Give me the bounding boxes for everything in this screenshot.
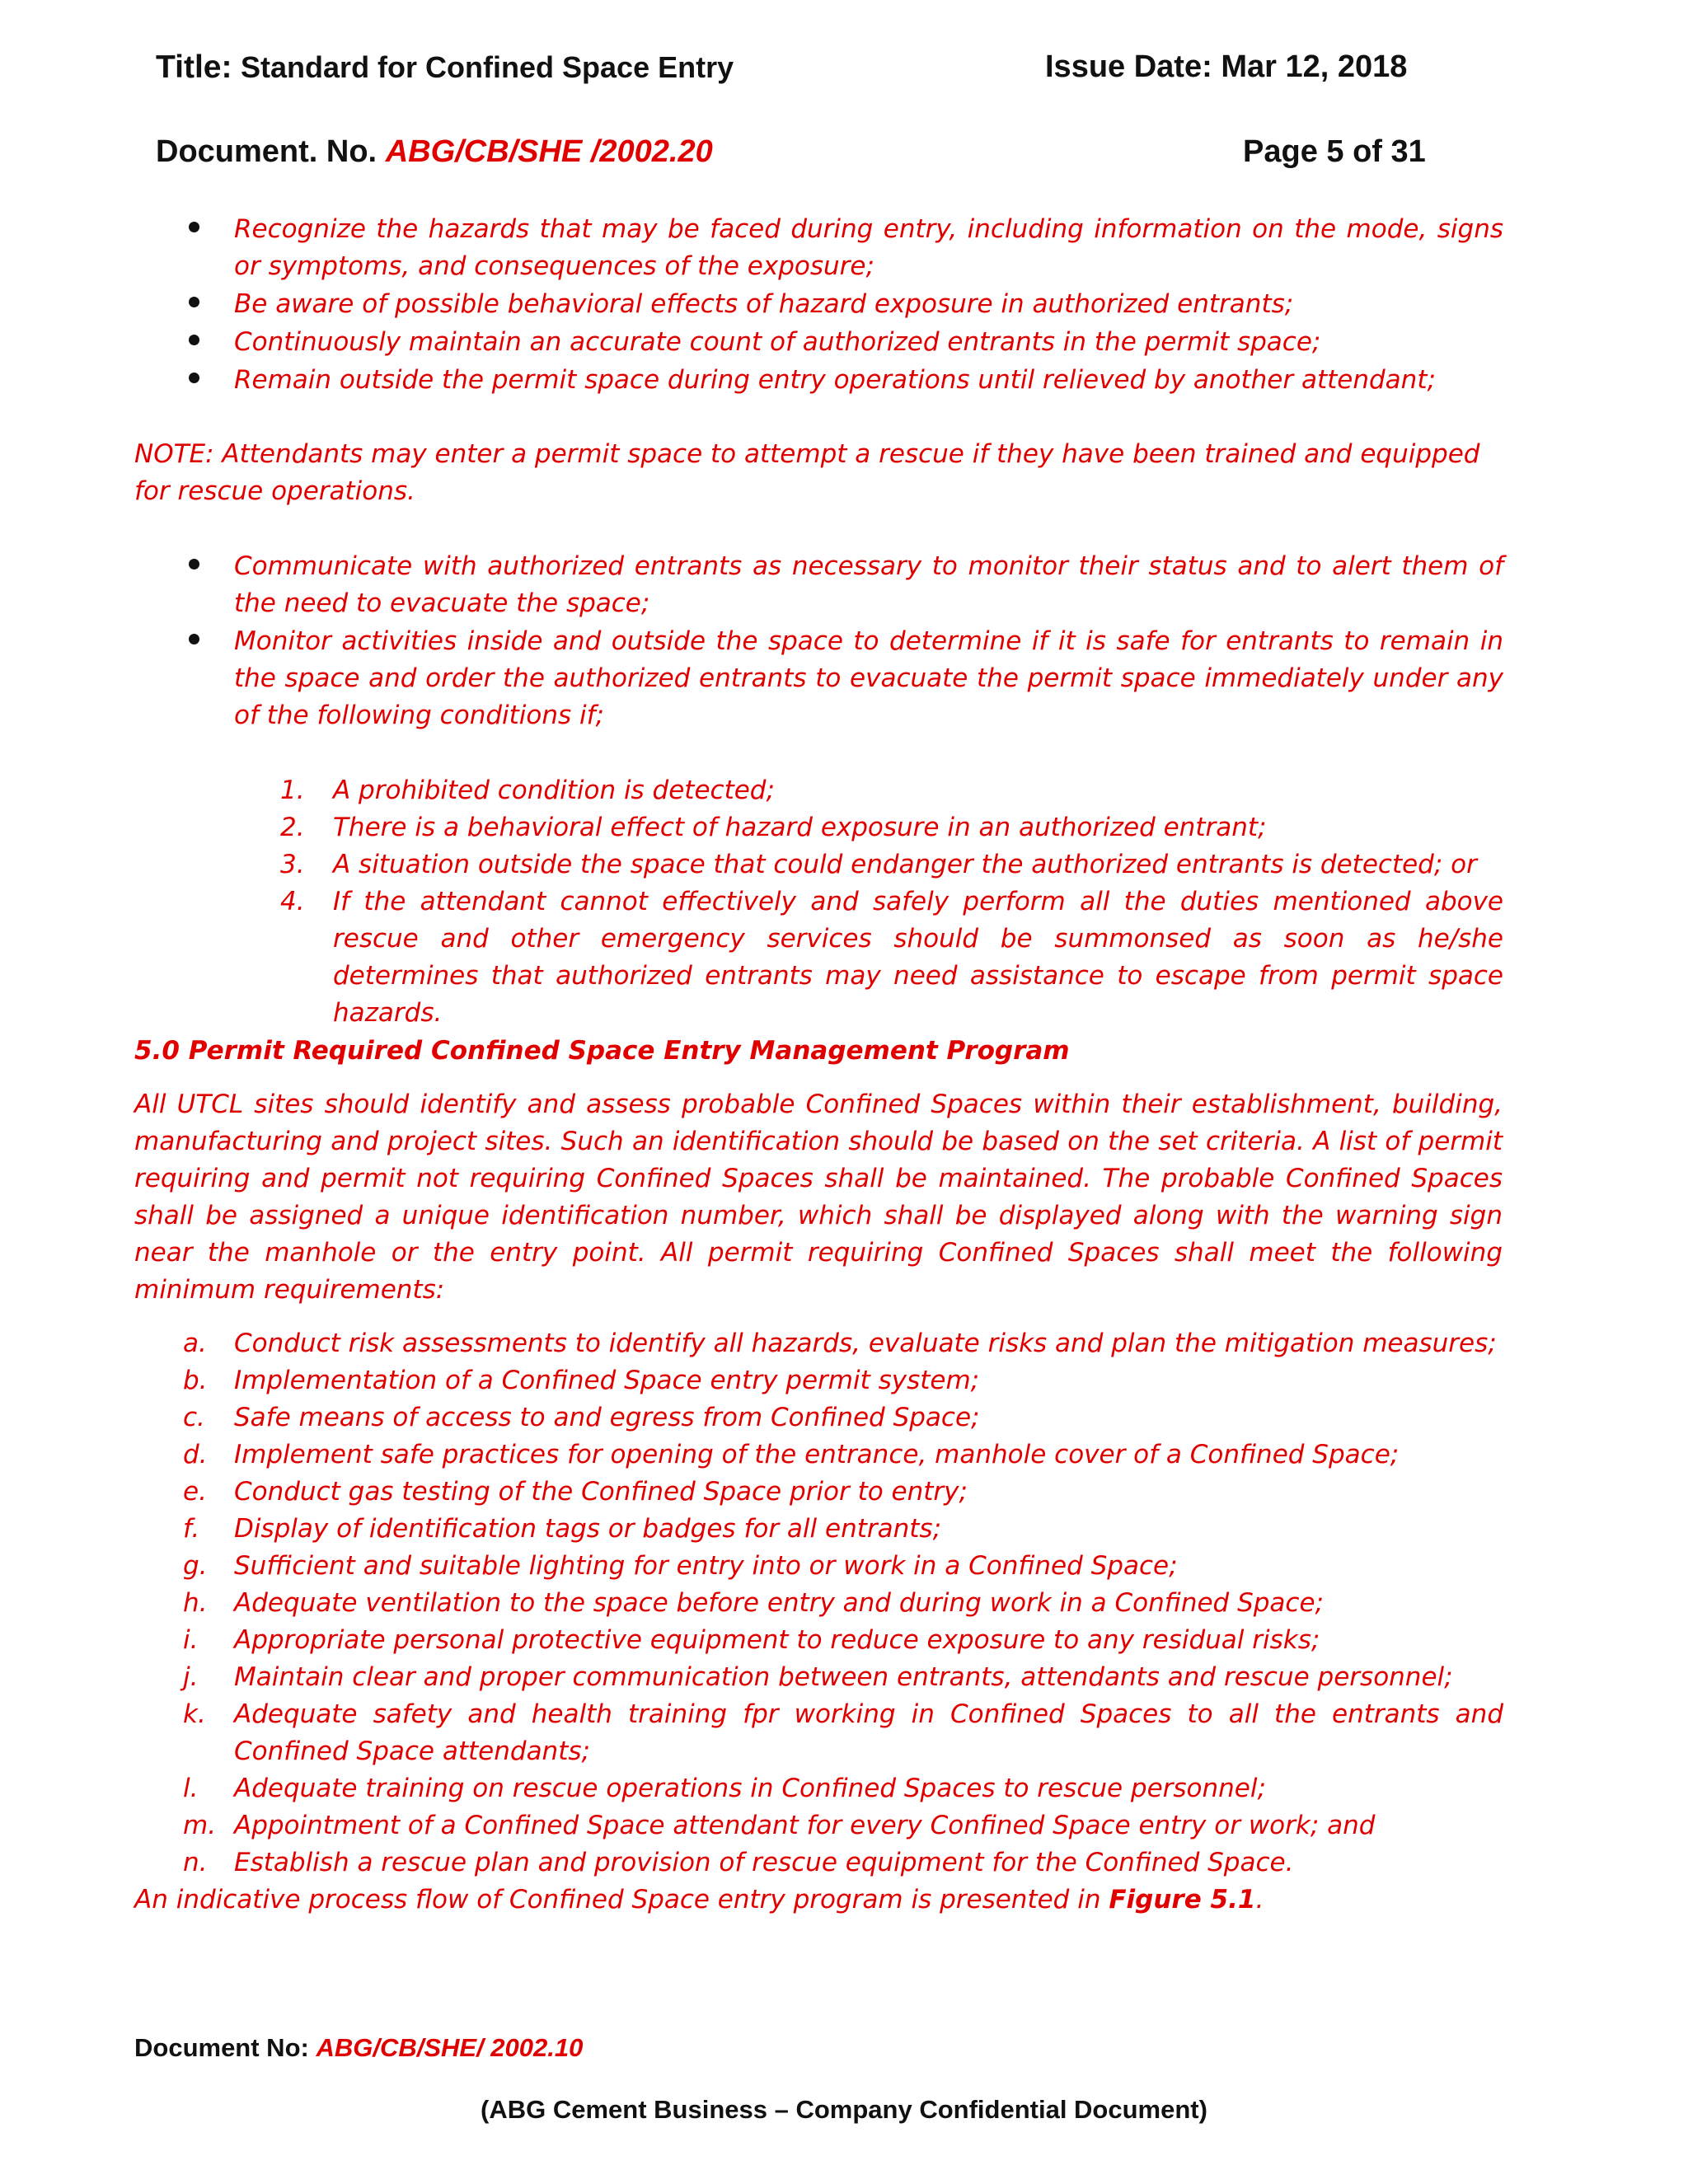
numbered-label: 3. xyxy=(280,850,305,879)
requirement-label: d. xyxy=(183,1440,208,1469)
closing-sentence: An indicative process flow of Confined Space entry program is presented in Figure 5.1. xyxy=(134,1885,1264,1915)
numbered-label: 4. xyxy=(280,887,305,916)
header-issue-date xyxy=(1045,49,1407,85)
requirement-label: h. xyxy=(183,1588,208,1618)
document-number-value: ABG/CB/SHE /2002.20 xyxy=(385,134,713,169)
bullet-item: Be aware of possible behavioral effects of hazard exposure in authorized entrants; xyxy=(234,286,1503,323)
section-heading: 5.0 Permit Required Confined Space Entry Management Program xyxy=(134,1036,1070,1066)
bullet-dot-icon xyxy=(189,373,199,383)
footer-docno-label: Document No: xyxy=(134,2033,309,2062)
requirement-text: Conduct gas testing of the Confined Space prior to entry; xyxy=(234,1477,968,1507)
bullet-dot-icon xyxy=(189,297,199,307)
figure-reference: Figure 5.1 xyxy=(1109,1885,1256,1915)
header-title xyxy=(156,49,734,86)
requirement-item xyxy=(183,1770,1503,1807)
numbered-label: 1. xyxy=(280,776,305,805)
requirement-text: Maintain clear and proper communication between entrants, attendants and rescue personnel; xyxy=(234,1662,1453,1692)
requirement-text: Appointment of a Confined Space attendant for every Confined Space entry or work; and xyxy=(234,1811,1376,1840)
requirement-text: Adequate safety and health training fpr working in Confined Spaces to all the entrants and Confined Space attendants; xyxy=(234,1699,1503,1766)
numbered-item xyxy=(280,772,1503,809)
requirement-text: Establish a rescue plan and provision of rescue equipment for the Confined Space. xyxy=(234,1848,1294,1877)
issue-date-value: Mar 12, 2018 xyxy=(1221,49,1408,84)
footer-document-number xyxy=(134,2033,583,2063)
requirement-item xyxy=(183,1511,1503,1548)
requirement-text: Display of identification tags or badges for all entrants; xyxy=(234,1514,942,1544)
requirement-label: e. xyxy=(183,1477,207,1507)
bullet-item: Monitor activities inside and outside the space to determine if it is safe for entrants to remain in the space and order the authorized entrants to evacuate the permit space immediately under any of the following conditions if; xyxy=(234,623,1503,734)
bullet-item: Continuously maintain an accurate count of authorized entrants in the permit space; xyxy=(234,324,1503,361)
bullet-item: Communicate with authorized entrants as necessary to monitor their status and to alert them of the need to evacuate the space; xyxy=(234,548,1503,622)
requirement-item xyxy=(183,1436,1503,1474)
requirement-item xyxy=(183,1399,1503,1436)
numbered-text: There is a behavioral effect of hazard exposure in an authorized entrant; xyxy=(333,813,1267,842)
footer-confidential-notice: (ABG Cement Business – Company Confidential Document) xyxy=(481,2095,1207,2124)
numbered-label: 2. xyxy=(280,813,305,842)
requirement-item xyxy=(183,1362,1503,1399)
bullet-dot-icon xyxy=(189,222,199,232)
numbered-item xyxy=(280,846,1503,883)
requirement-label: b. xyxy=(183,1366,208,1395)
requirement-item xyxy=(183,1585,1503,1622)
requirement-item xyxy=(183,1696,1503,1770)
requirement-label: a. xyxy=(183,1329,207,1358)
page-number: Page 5 of 31 xyxy=(1243,134,1426,169)
bullet-dot-icon xyxy=(189,634,199,644)
document-number-label: Document. No. xyxy=(156,134,377,169)
requirement-label: c. xyxy=(183,1403,205,1432)
title-label: Title: xyxy=(156,49,232,85)
requirement-label: k. xyxy=(183,1699,206,1729)
requirement-item xyxy=(183,1844,1503,1882)
bullet-dot-icon xyxy=(189,335,199,345)
title-value: Standard for Confined Space Entry xyxy=(241,50,734,84)
issue-date-label: Issue Date: xyxy=(1045,49,1212,84)
footer-docno-value: ABG/CB/SHE/ 2002.10 xyxy=(316,2033,584,2062)
requirement-label: i. xyxy=(183,1625,199,1655)
requirement-item xyxy=(183,1548,1503,1585)
numbered-text: If the attendant cannot effectively and safely perform all the duties mentioned above rescue and other emergency services should be summonsed as soon as he/she determines that authorized entrants may need assistance to escape from permit space hazards. xyxy=(333,887,1503,1028)
section-paragraph: All UTCL sites should identify and assess probable Confined Spaces within their establishment, building, manufacturing and project sites. Such an identification should be based on the set criteria. A list of permit requiring and permit not requiring Confined Spaces shall be maintained. The probable Confined Spaces shall be assigned a unique identification number, which shall be displayed along with the warning sign near the manhole or the entry point. All permit requiring Confined Spaces shall meet the following minimum requirements: xyxy=(134,1090,1503,1305)
numbered-item xyxy=(280,883,1503,1032)
requirement-label: n. xyxy=(183,1848,208,1877)
requirement-label: f. xyxy=(183,1514,200,1544)
requirement-label: g. xyxy=(183,1551,208,1581)
requirement-item xyxy=(183,1474,1503,1511)
bullet-item: Remain outside the permit space during entry operations until relieved by another attendant; xyxy=(234,362,1503,399)
requirement-label: j. xyxy=(183,1662,199,1692)
requirement-item xyxy=(183,1659,1503,1696)
note-paragraph: NOTE: Attendants may enter a permit space to attempt a rescue if they have been trained and equipped for rescue operations. xyxy=(134,439,1480,506)
requirement-text: Implementation of a Confined Space entry permit system; xyxy=(234,1366,980,1395)
requirement-text: Safe means of access to and egress from Confined Space; xyxy=(234,1403,980,1432)
requirement-label: l. xyxy=(183,1774,199,1803)
bullet-item: Recognize the hazards that may be faced during entry, including information on the mode, signs or symptoms, and consequences of the exposure; xyxy=(234,211,1503,285)
header-document-number xyxy=(156,134,713,170)
requirement-text: Adequate ventilation to the space before entry and during work in a Confined Space; xyxy=(234,1588,1324,1618)
bullet-dot-icon xyxy=(189,559,199,569)
requirement-item xyxy=(183,1807,1503,1844)
numbered-text: A prohibited condition is detected; xyxy=(333,776,775,805)
numbered-item xyxy=(280,809,1503,846)
requirement-text: Appropriate personal protective equipment to reduce exposure to any residual risks; xyxy=(234,1625,1320,1655)
numbered-text: A situation outside the space that could endanger the authorized entrants is detected; or xyxy=(333,850,1477,879)
requirement-text: Implement safe practices for opening of the entrance, manhole cover of a Confined Space; xyxy=(234,1440,1400,1469)
requirement-text: Conduct risk assessments to identify all hazards, evaluate risks and plan the mitigation measures; xyxy=(234,1329,1497,1358)
requirement-text: Adequate training on rescue operations in Confined Spaces to rescue personnel; xyxy=(234,1774,1266,1803)
requirement-item xyxy=(183,1325,1503,1362)
requirement-label: m. xyxy=(183,1811,217,1840)
requirement-text: Sufficient and suitable lighting for entry into or work in a Confined Space; xyxy=(234,1551,1178,1581)
requirement-item xyxy=(183,1622,1503,1659)
